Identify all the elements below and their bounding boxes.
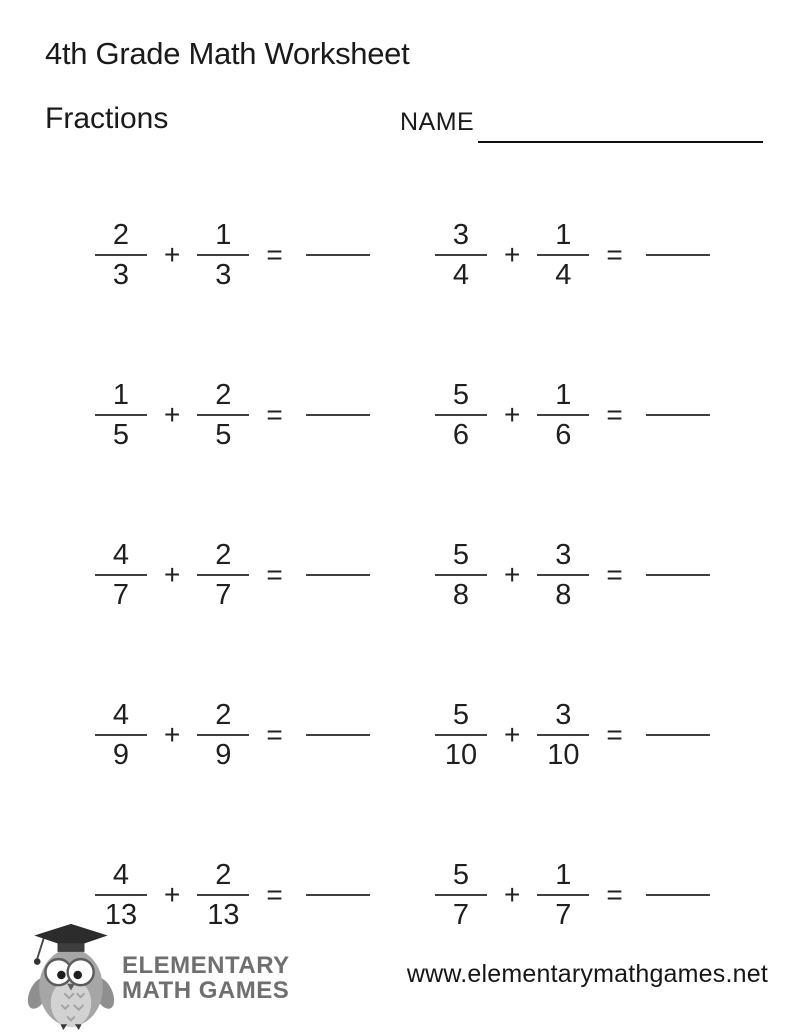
numerator: 1	[555, 378, 572, 411]
fraction	[95, 699, 147, 772]
numerator: 1	[555, 858, 572, 891]
plus-operator: +	[164, 719, 181, 750]
denominator: 7	[215, 579, 232, 611]
equals-sign: =	[266, 239, 283, 270]
plus-operator: +	[504, 719, 521, 750]
fraction-problem-3	[95, 373, 385, 457]
page-title: 4th Grade Math Worksheet	[45, 36, 410, 71]
logo-line-1: ELEMENTARY	[122, 952, 290, 980]
fraction-problem-10	[435, 853, 725, 937]
denominator: 4	[452, 259, 470, 291]
fraction-bar	[95, 254, 147, 256]
denominator: 7	[112, 579, 130, 611]
fraction-bar	[537, 894, 589, 896]
equals-sign: =	[606, 399, 623, 430]
fraction-bar	[197, 414, 249, 416]
numerator: 1	[112, 378, 130, 411]
fraction	[435, 859, 487, 932]
fraction-bar	[435, 894, 487, 896]
fraction	[537, 219, 589, 292]
denominator: 6	[452, 419, 470, 451]
fraction-bar	[95, 574, 147, 576]
answer-blank[interactable]	[306, 734, 370, 736]
answer-blank[interactable]	[646, 894, 710, 896]
fraction	[435, 379, 487, 452]
fraction-bar	[197, 254, 249, 256]
equals-sign: =	[606, 879, 623, 910]
equals-sign: =	[606, 239, 623, 270]
denominator: 3	[112, 259, 130, 291]
denominator: 10	[547, 739, 580, 771]
equals-sign: =	[606, 719, 623, 750]
answer-blank[interactable]	[646, 254, 710, 256]
fraction	[537, 539, 589, 612]
answer-blank[interactable]	[646, 574, 710, 576]
numerator: 5	[452, 698, 470, 731]
fraction	[95, 539, 147, 612]
answer-blank[interactable]	[646, 414, 710, 416]
owl-graduation-cap-icon	[22, 922, 120, 1035]
fraction	[95, 859, 147, 932]
fraction-problem-1	[95, 213, 385, 297]
fraction	[537, 859, 589, 932]
denominator: 7	[452, 899, 470, 931]
fraction-bar	[537, 254, 589, 256]
fraction	[537, 379, 589, 452]
logo-line-2: MATH GAMES	[122, 976, 290, 1004]
numerator: 4	[112, 858, 130, 891]
fraction-problem-6	[435, 533, 725, 617]
denominator: 9	[215, 739, 232, 771]
fraction	[197, 859, 249, 932]
equals-sign: =	[266, 399, 283, 430]
fraction	[95, 219, 147, 292]
elementary-math-games-logo	[22, 922, 290, 1035]
numerator: 5	[452, 538, 470, 571]
numerator: 3	[555, 538, 572, 571]
numerator: 5	[452, 858, 470, 891]
numerator: 2	[215, 698, 232, 731]
problems-grid	[45, 213, 755, 937]
answer-blank[interactable]	[646, 734, 710, 736]
equals-sign: =	[606, 559, 623, 590]
logo-wordmark	[122, 954, 290, 1003]
numerator: 4	[112, 538, 130, 571]
fraction-problem-5	[95, 533, 385, 617]
denominator: 8	[452, 579, 470, 611]
fraction-problem-2	[435, 213, 725, 297]
plus-operator: +	[164, 239, 181, 270]
fraction-bar	[435, 734, 487, 736]
denominator: 8	[555, 579, 572, 611]
numerator: 5	[452, 378, 470, 411]
worksheet-topic: Fractions	[45, 102, 169, 135]
equals-sign: =	[266, 719, 283, 750]
denominator: 5	[112, 419, 130, 451]
numerator: 2	[215, 378, 232, 411]
plus-operator: +	[164, 879, 181, 910]
plus-operator: +	[504, 879, 521, 910]
fraction-bar	[197, 574, 249, 576]
fraction-problem-7	[95, 693, 385, 777]
numerator: 3	[555, 698, 572, 731]
fraction	[435, 539, 487, 612]
fraction	[197, 539, 249, 612]
fraction-bar	[435, 254, 487, 256]
fraction	[435, 219, 487, 292]
fraction-bar	[435, 574, 487, 576]
equals-sign: =	[266, 879, 283, 910]
numerator: 1	[555, 218, 572, 251]
fraction	[435, 699, 487, 772]
denominator: 13	[207, 899, 240, 931]
denominator: 6	[555, 419, 572, 451]
fraction	[197, 379, 249, 452]
fraction-bar	[95, 894, 147, 896]
numerator: 2	[112, 218, 130, 251]
fraction	[197, 219, 249, 292]
equals-sign: =	[266, 559, 283, 590]
numerator: 2	[215, 858, 232, 891]
name-blank-line[interactable]	[478, 117, 763, 143]
name-label: NAME	[400, 108, 475, 136]
plus-operator: +	[164, 399, 181, 430]
answer-blank[interactable]	[306, 254, 370, 256]
website-url: www.elementarymathgames.net	[406, 960, 768, 988]
fraction-bar	[537, 734, 589, 736]
plus-operator: +	[504, 239, 521, 270]
answer-blank[interactable]	[306, 414, 370, 416]
denominator: 7	[555, 899, 572, 931]
denominator: 13	[104, 899, 138, 931]
fraction	[197, 699, 249, 772]
plus-operator: +	[164, 559, 181, 590]
numerator: 2	[215, 538, 232, 571]
denominator: 10	[444, 739, 478, 771]
fraction-bar	[197, 894, 249, 896]
fraction-problem-4	[435, 373, 725, 457]
plus-operator: +	[504, 399, 521, 430]
fraction-bar	[435, 414, 487, 416]
denominator: 3	[215, 259, 232, 291]
fraction-bar	[197, 734, 249, 736]
fraction-problem-8	[435, 693, 725, 777]
fraction-bar	[95, 414, 147, 416]
fraction-bar	[95, 734, 147, 736]
fraction	[95, 379, 147, 452]
answer-blank[interactable]	[306, 574, 370, 576]
fraction	[537, 699, 589, 772]
name-row	[400, 108, 763, 137]
numerator: 1	[215, 218, 232, 251]
fraction-bar	[537, 574, 589, 576]
numerator: 3	[452, 218, 470, 251]
numerator: 4	[112, 698, 130, 731]
answer-blank[interactable]	[306, 894, 370, 896]
denominator: 5	[215, 419, 232, 451]
plus-operator: +	[504, 559, 521, 590]
denominator: 4	[555, 259, 572, 291]
fraction-bar	[537, 414, 589, 416]
denominator: 9	[112, 739, 130, 771]
